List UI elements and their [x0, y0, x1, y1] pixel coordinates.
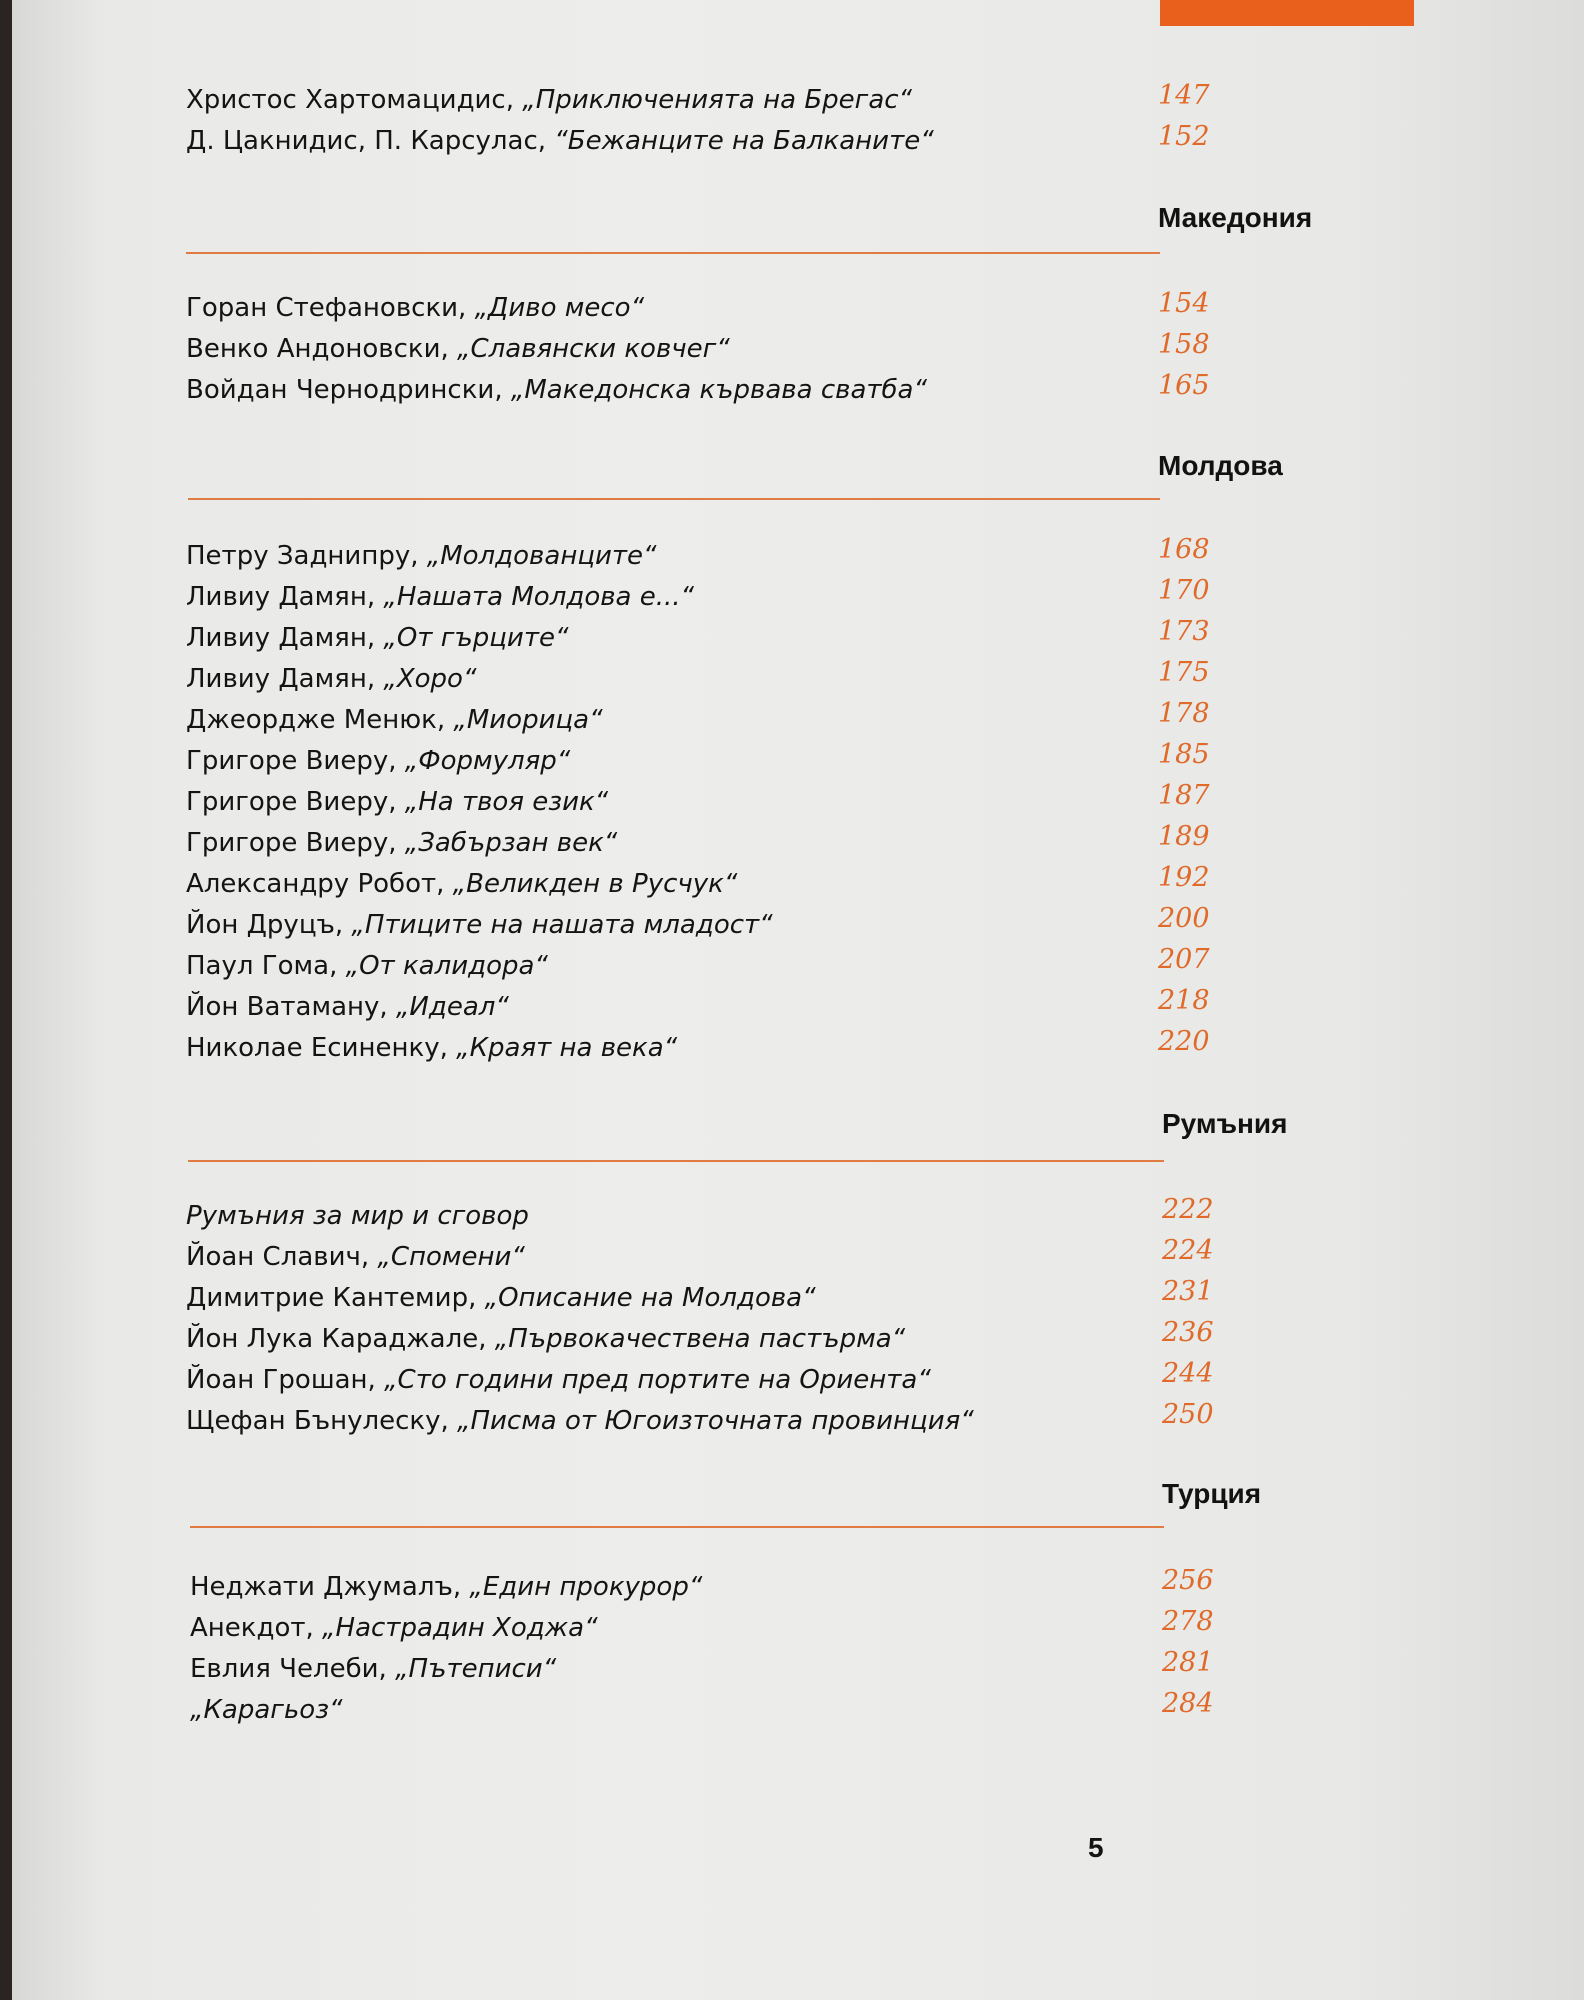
toc-entry	[186, 82, 912, 118]
entry-author: Григоре Виеру,	[186, 787, 405, 817]
toc-entry	[186, 123, 934, 159]
entry-author: Йон Лука Караджале,	[186, 1324, 495, 1354]
entry-work: Румъния за мир и сговор	[186, 1201, 529, 1231]
section-rule	[186, 252, 1160, 254]
entry-page-number: 281	[1162, 1647, 1214, 1678]
entry-work: „Молдованците“	[426, 541, 657, 571]
entry-work: „Забързан век“	[404, 828, 618, 858]
toc-entry	[186, 948, 548, 984]
section-title-moldova: Молдова	[1158, 450, 1283, 481]
entry-page-number: 154	[1158, 288, 1210, 319]
entry-work: “Бежанците на Балканите“	[554, 126, 934, 156]
entry-work: „Краят на века“	[456, 1033, 678, 1063]
toc-entry	[186, 538, 657, 574]
entry-author: Неджати Джумалъ,	[190, 1572, 470, 1602]
entry-page-number: 231	[1162, 1276, 1214, 1307]
section-rule	[188, 498, 1160, 500]
book-page	[12, 0, 1584, 2000]
section-rule	[188, 1160, 1164, 1162]
page-folio-number: 5	[1088, 1832, 1104, 1863]
entry-author: Ливиу Дамян,	[186, 664, 384, 694]
toc-entry	[186, 1239, 525, 1275]
entry-author: Щефан Бънулеску,	[186, 1406, 457, 1436]
toc-entry	[186, 1403, 974, 1439]
entry-work: „Сто години пред портите на Ориента“	[384, 1365, 931, 1395]
entry-work: „Птиците на нашата младост“	[351, 910, 773, 940]
entry-page-number: 147	[1158, 80, 1210, 111]
toc-entry	[186, 372, 927, 408]
entry-work: „Спомени“	[377, 1242, 525, 1272]
entry-work: „Приключенията на Брегас“	[522, 85, 913, 115]
entry-work: „Карагьоз“	[190, 1695, 343, 1725]
toc-entry	[186, 1280, 816, 1316]
entry-work: „Хоро“	[383, 664, 477, 694]
entry-page-number: 222	[1162, 1194, 1214, 1225]
toc-entry	[186, 579, 694, 615]
entry-author: Григоре Виеру,	[186, 828, 405, 858]
entry-work: „Славянски ковчег“	[457, 334, 730, 364]
section-title-turkey: Турция	[1162, 1478, 1262, 1509]
toc-entry	[186, 825, 617, 861]
entry-author: Йон Ватаману,	[186, 992, 396, 1022]
entry-author: Николае Есиненку,	[186, 1033, 457, 1063]
entry-work: „Първокачествена пастърма“	[494, 1324, 906, 1354]
entry-author: Димитрие Кантемир,	[186, 1283, 485, 1313]
entry-author: Д. Цакнидис, П. Карсулас,	[186, 126, 555, 156]
entry-page-number: 175	[1158, 657, 1210, 688]
entry-work: „Един прокурор“	[469, 1572, 703, 1602]
entry-work: „От гърците“	[383, 623, 569, 653]
entry-page-number: 218	[1158, 985, 1210, 1016]
entry-author: Евлия Челеби,	[190, 1654, 396, 1684]
toc-entry	[186, 620, 568, 656]
entry-work: „Писма от Югоизточната провинция“	[456, 1406, 974, 1436]
entry-page-number: 187	[1158, 780, 1210, 811]
entry-page-number: 189	[1158, 821, 1210, 852]
entry-author: Йон Друцъ,	[186, 910, 352, 940]
toc-entry	[186, 1321, 905, 1357]
entry-work: „На твоя език“	[404, 787, 609, 817]
entry-author: Александру Робот,	[186, 869, 453, 899]
toc-entry	[186, 1030, 677, 1066]
entry-page-number: 236	[1162, 1317, 1214, 1348]
entry-work: „Миорица“	[453, 705, 603, 735]
entry-work: „Диво месо“	[474, 293, 645, 323]
toc-entry	[186, 989, 509, 1025]
entry-author: Петру Заднипру,	[186, 541, 427, 571]
entry-page-number: 284	[1162, 1688, 1214, 1719]
orange-header-tab	[1160, 0, 1414, 26]
toc-entry	[190, 1569, 702, 1605]
entry-page-number: 256	[1162, 1565, 1214, 1596]
entry-work: „Идеал“	[395, 992, 509, 1022]
toc-entry	[186, 1198, 529, 1234]
entry-page-number: 158	[1158, 329, 1210, 360]
toc-entry	[186, 290, 644, 326]
section-title-romania: Румъния	[1162, 1108, 1288, 1139]
toc-entry	[186, 743, 570, 779]
toc-entry	[186, 907, 773, 943]
section-rule	[190, 1526, 1164, 1528]
entry-author: Джеордже Менюк,	[186, 705, 454, 735]
entry-page-number: 152	[1158, 121, 1210, 152]
toc-entry	[186, 866, 737, 902]
entry-author: Христос Хартомацидис,	[186, 85, 523, 115]
entry-author: Паул Гома,	[186, 951, 346, 981]
entry-page-number: 168	[1158, 534, 1210, 565]
entry-page-number: 178	[1158, 698, 1210, 729]
entry-work: „Описание на Молдова“	[484, 1283, 816, 1313]
entry-work: „Пътеписи“	[395, 1654, 557, 1684]
entry-work: „От калидора“	[345, 951, 548, 981]
toc-entry	[186, 784, 608, 820]
entry-page-number: 224	[1162, 1235, 1214, 1266]
entry-author: Йоан Славич,	[186, 1242, 378, 1272]
entry-work: „Формуляр“	[404, 746, 571, 776]
toc-entry	[190, 1692, 342, 1728]
entry-author: Ливиу Дамян,	[186, 582, 384, 612]
entry-page-number: 207	[1158, 944, 1210, 975]
entry-page-number: 185	[1158, 739, 1210, 770]
toc-entry	[186, 661, 476, 697]
entry-author: Григоре Виеру,	[186, 746, 405, 776]
entry-page-number: 200	[1158, 903, 1210, 934]
toc-entry	[186, 331, 730, 367]
entry-page-number: 173	[1158, 616, 1210, 647]
entry-author: Йоан Грошан,	[186, 1365, 385, 1395]
entry-work: „Великден в Русчук“	[452, 869, 738, 899]
entry-work: „Македонска кървава сватба“	[510, 375, 927, 405]
entry-author: Венко Андоновски,	[186, 334, 458, 364]
toc-entry	[190, 1610, 598, 1646]
entry-page-number: 278	[1162, 1606, 1214, 1637]
entry-page-number: 220	[1158, 1026, 1210, 1057]
entry-page-number: 244	[1162, 1358, 1214, 1389]
entry-page-number: 170	[1158, 575, 1210, 606]
toc-entry	[190, 1651, 556, 1687]
entry-page-number: 192	[1158, 862, 1210, 893]
section-title-macedonia: Македония	[1158, 202, 1313, 233]
entry-page-number: 165	[1158, 370, 1210, 401]
entry-author: Горан Стефановски,	[186, 293, 475, 323]
entry-author: Анекдот,	[190, 1613, 323, 1643]
toc-entry	[186, 1362, 931, 1398]
entry-work: „Нашата Молдова е...“	[383, 582, 695, 612]
entry-page-number: 250	[1162, 1399, 1214, 1430]
entry-author: Войдан Чернодрински,	[186, 375, 511, 405]
toc-entry	[186, 702, 603, 738]
entry-author: Ливиу Дамян,	[186, 623, 384, 653]
entry-work: „Настрадин Ходжа“	[322, 1613, 598, 1643]
